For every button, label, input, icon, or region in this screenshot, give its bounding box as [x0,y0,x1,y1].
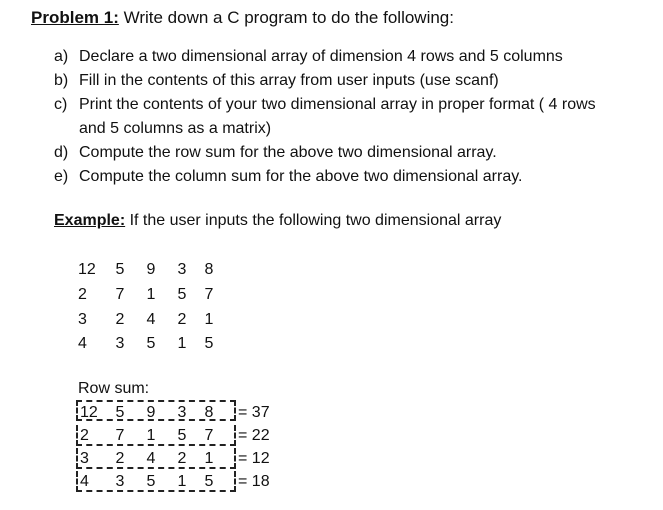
matrix-cell: 4 [146,311,156,328]
matrix-cell: 1 [204,311,214,328]
task-text: Compute the row sum for the above two dimensional array. [79,144,497,161]
row-sum-cell: 3 [80,450,89,467]
task-letter: b) [54,72,69,89]
example-text: If the user inputs the following two dimensional array [125,212,502,229]
example-heading [54,212,501,230]
row-sum-cell: 5 [146,473,156,490]
row-sum-cell: 3 [177,404,187,421]
row-sum-cell: 7 [115,427,125,444]
task-text: Declare a two dimensional array of dimension 4 rows and 5 columns [79,48,563,65]
matrix-cell: 2 [177,311,187,328]
matrix-cell: 1 [177,335,187,352]
row-sum-cell: 2 [80,427,89,444]
matrix-cell: 5 [177,286,187,303]
row-sum-cell: 9 [146,404,156,421]
task-text: Print the contents of your two dimensional array in proper format ( 4 rows [79,96,596,113]
row-sum-cell: 5 [204,473,214,490]
row-sum-value: = 12 [238,450,270,467]
row-sum-cell: 2 [115,450,125,467]
matrix-cell: 3 [177,261,187,278]
matrix-cell: 3 [115,335,125,352]
task-text: Fill in the contents of this array from user inputs (use scanf) [79,72,499,89]
task-letter: d) [54,144,69,161]
row-sum-value: = 22 [238,427,270,444]
task-text: Compute the column sum for the above two dimensional array. [79,168,523,185]
task-letter: c) [54,96,68,113]
matrix-cell: 2 [78,286,87,303]
task-letter: e) [54,168,69,185]
matrix-cell: 9 [146,261,156,278]
matrix-cell: 3 [78,311,87,328]
row-sum-cell: 5 [115,404,125,421]
problem-label: Problem 1: [31,8,119,27]
matrix-cell: 7 [115,286,125,303]
example-label: Example: [54,212,126,229]
row-sum-cell: 1 [204,450,214,467]
row-sum-cell: 8 [204,404,214,421]
row-sum-cell: 4 [146,450,156,467]
task-text: and 5 columns as a matrix) [79,120,272,137]
matrix-cell: 5 [204,335,214,352]
row-sum-cell: 1 [177,473,187,490]
row-sum-cell: 2 [177,450,187,467]
problem-text: Write down a C program to do the following: [118,8,454,27]
task-letter: a) [54,48,69,65]
matrix-cell: 12 [78,261,96,278]
row-sum-cell: 7 [204,427,214,444]
row-sum-cell: 4 [80,473,89,490]
row-sum-value: = 37 [238,404,270,421]
row-sum-title: Row sum: [78,380,150,397]
matrix-cell: 7 [204,286,214,303]
row-sum-cell: 3 [115,473,125,490]
matrix-cell: 8 [204,261,214,278]
matrix-cell: 5 [115,261,125,278]
problem-heading [31,8,454,28]
matrix-cell: 1 [146,286,156,303]
row-sum-cell: 12 [80,404,98,421]
matrix-cell: 4 [78,335,87,352]
row-sum-value: = 18 [238,473,270,490]
matrix-cell: 2 [115,311,125,328]
row-sum-cell: 1 [146,427,156,444]
matrix-cell: 5 [146,335,156,352]
row-sum-cell: 5 [177,427,187,444]
